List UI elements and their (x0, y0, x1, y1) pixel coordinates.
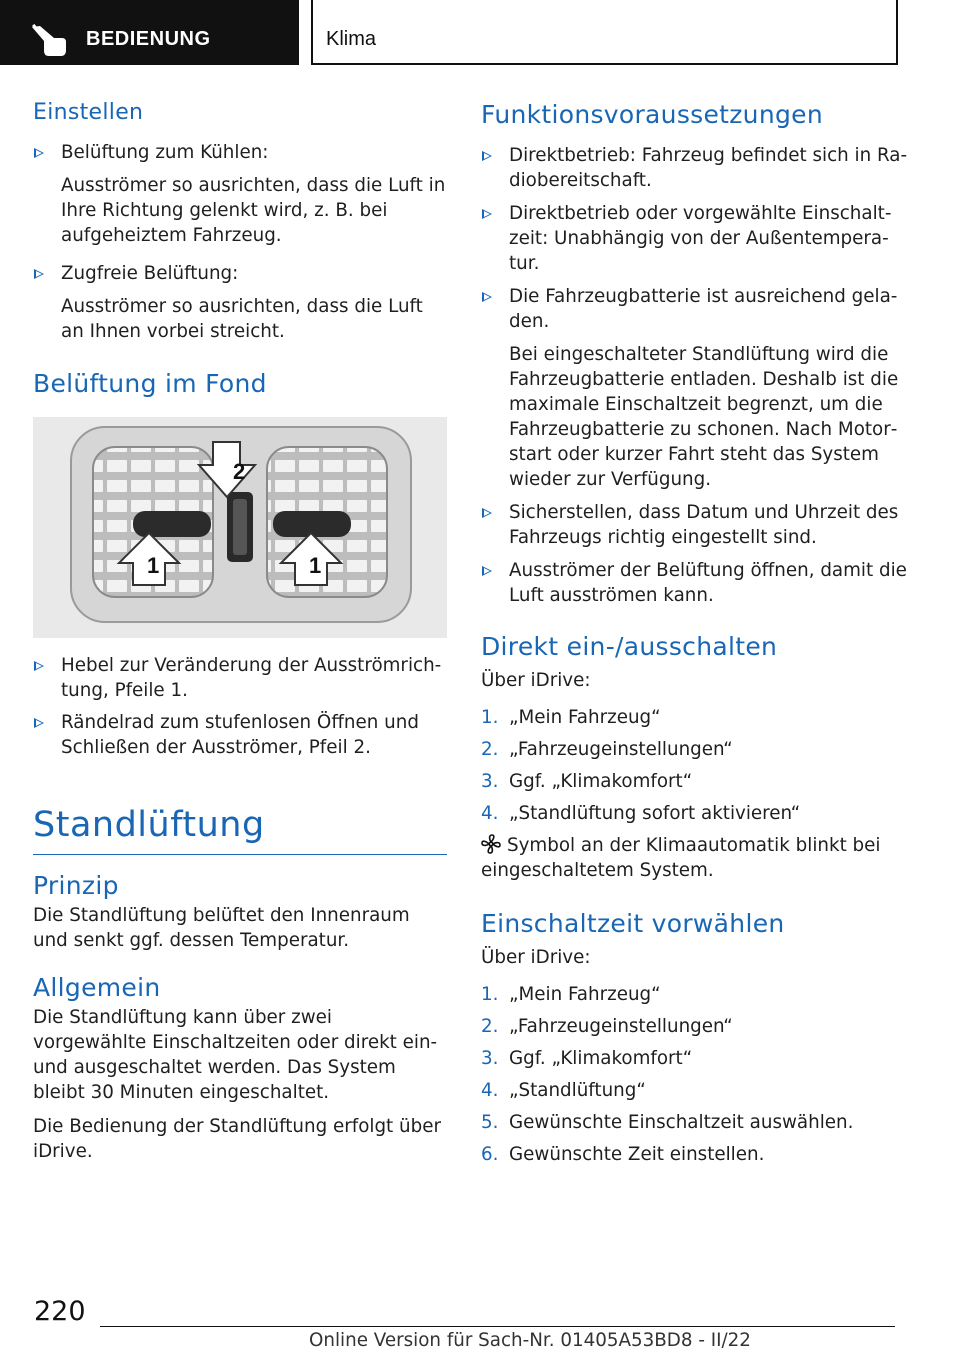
heading-einschaltzeit: Einschaltzeit vorwählen (481, 909, 785, 938)
triangle-bullet-icon (34, 661, 44, 671)
left-column (33, 98, 447, 1164)
figure-label: 2 (233, 459, 246, 484)
voraussetzungen-list (481, 143, 911, 608)
footer-divider (100, 1326, 895, 1327)
direkt-steps (481, 705, 911, 826)
rear-vent-illustration (33, 417, 447, 638)
list-item: Direktbetrieb: Fahrzeug befindet sich in Radiobereitschaft. (481, 143, 911, 193)
list-item: Zugfreie Belüftung: Ausströmer so ausrichten, dass die Luft an Ihnen vorbei streicht. (33, 261, 447, 344)
triangle-bullet-icon (34, 148, 44, 158)
step-item: 1. „Mein Fahrzeug“ (481, 707, 661, 728)
triangle-bullet-icon (482, 151, 492, 161)
triangle-bullet-icon (482, 209, 492, 219)
direkt-note: Symbol an der Klimaautomatik blinkt bei eingeschaltetem System. (481, 835, 881, 881)
heading-belueftung-fond: Belüftung im Fond (33, 369, 267, 398)
heading-standlueftung: Standlüftung (33, 805, 265, 845)
triangle-bullet-icon (482, 508, 492, 518)
header-section-tab (0, 0, 299, 65)
step-item: 4. „Standlüftung“ (481, 1080, 646, 1101)
step-item: 5. Gewünschte Einschaltzeit auswählen. (481, 1112, 854, 1133)
header-section-label: BEDIENUNG (86, 28, 211, 50)
list-item: Direktbetrieb oder vorgewählte Einschaltzeit: Unabhängig von der Außentemperatur. (481, 201, 911, 276)
step-item: 4. „Standlüftung sofort aktivieren“ (481, 803, 801, 824)
direkt-intro: Über iDrive: (481, 670, 591, 691)
fond-list (33, 653, 447, 760)
figure-label: 1 (147, 553, 160, 578)
pointing-hand-icon (30, 24, 70, 58)
fan-icon (481, 834, 501, 854)
heading-einstellen: Einstellen (33, 100, 144, 125)
list-item: Die Fahrzeugbatterie ist ausreichend geladen. Bei eingeschalteter Standlüftung wird die Fahrzeugbatterie entladen. Deshalb ist die maximale Einschaltzeit begrenzt, um die Fahrzeugbatterie zu schonen. Nach Motorstart oder kurzer Fahrt steht das System wieder zur Verfügung. (481, 284, 911, 492)
allgemein-text: Die Standlüftung kann über zwei vorgewählte Einschaltzeiten oder direkt ein- und ausgeschaltet werden. Das System bleibt 30 Minuten eingeschaltet. (33, 1007, 438, 1103)
vorwaehlen-steps (481, 982, 911, 1167)
heading-direkt-schalten: Direkt ein-/ausschalten (481, 632, 778, 661)
list-item: Ausströmer der Belüftung öffnen, damit die Luft ausströmen kann. (481, 558, 911, 608)
triangle-bullet-icon (34, 718, 44, 728)
step-item: 3. Ggf. „Klimakomfort“ (481, 1048, 693, 1069)
step-item: 1. „Mein Fahrzeug“ (481, 984, 661, 1005)
list-item: Sicherstellen, dass Datum und Uhrzeit des Fahrzeugs richtig eingestellt sind. (481, 500, 911, 550)
step-item: 2. „Fahrzeugeinstellungen“ (481, 1016, 733, 1037)
list-item: Belüftung zum Kühlen: Ausströmer so ausrichten, dass die Luft in Ihre Richtung gelenkt wird, z. B. bei aufgeheiztem Fahrzeug. (33, 140, 447, 248)
rear-vent-drawing (33, 417, 447, 638)
einstellen-list (33, 140, 447, 344)
heading-allgemein: Allgemein (33, 973, 161, 1002)
right-column (481, 98, 911, 1174)
triangle-bullet-icon (482, 292, 492, 302)
prinzip-text: Die Standlüftung belüftet den Innenraum und senkt ggf. dessen Temperatur. (33, 905, 410, 951)
triangle-bullet-icon (34, 269, 44, 279)
heading-prinzip: Prinzip (33, 871, 119, 900)
heading-funktionsvoraussetzungen: Funktionsvoraussetzungen (481, 100, 823, 129)
triangle-bullet-icon (482, 566, 492, 576)
footer-version-text: Online Version für Sach-Nr. 01405A53BD8 - II/22 (309, 1330, 751, 1351)
step-item: 6. Gewünschte Zeit einstellen. (481, 1144, 765, 1165)
list-item: Hebel zur Veränderung der Ausströmrichtung, Pfeile 1. (33, 653, 447, 703)
figure-label: 1 (309, 553, 322, 578)
step-item: 3. Ggf. „Klimakomfort“ (481, 771, 693, 792)
vorwaehlen-intro: Über iDrive: (481, 947, 591, 968)
header-chapter-box (311, 0, 898, 65)
allgemein-text: Die Bedienung der Standlüftung erfolgt über iDrive. (33, 1116, 441, 1162)
step-item: 2. „Fahrzeugeinstellungen“ (481, 739, 733, 760)
list-item: Rändelrad zum stufenlosen Öffnen und Schließen der Ausströmer, Pfeil 2. (33, 710, 447, 760)
page-number: 220 (34, 1296, 86, 1327)
header-chapter-label: Klima (326, 28, 377, 50)
standlueftung-title-block (33, 802, 447, 855)
